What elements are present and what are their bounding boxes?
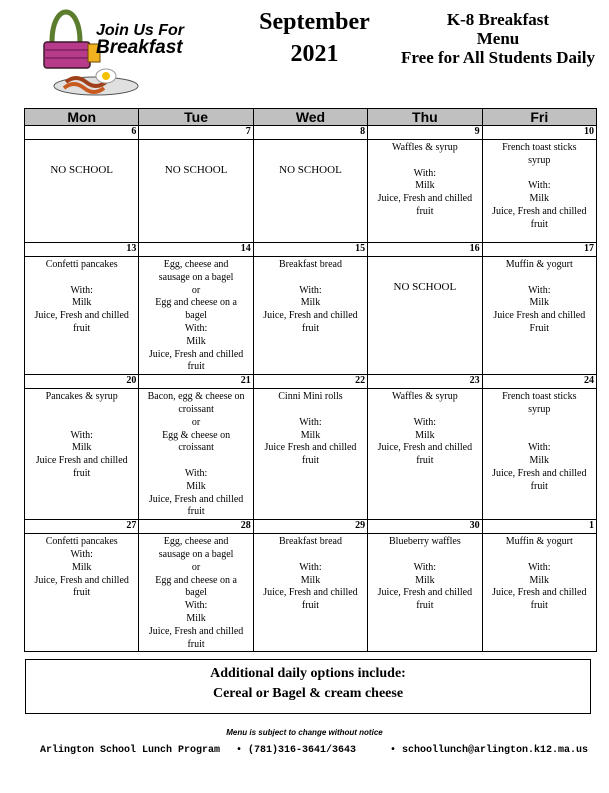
menu-line: fruit — [416, 455, 434, 467]
menu-cell — [25, 534, 139, 652]
menu-spacer — [484, 272, 595, 285]
menu-cell — [25, 389, 139, 520]
menu-line: Juice, Fresh and chilled — [492, 205, 587, 217]
weekday-header: Mon — [25, 109, 139, 126]
menu-line: Milk — [186, 480, 206, 492]
menu-cell — [25, 257, 139, 375]
menu-spacer — [255, 404, 366, 417]
date-number: 9 — [368, 126, 482, 140]
menu-line: Waffles & syrup — [392, 142, 458, 153]
date-number: 1 — [482, 520, 596, 534]
menu-line: With: — [184, 322, 208, 334]
menu-line: Egg, cheese and — [163, 259, 229, 270]
menu-line: or — [191, 284, 201, 296]
menu-line: With: — [299, 284, 322, 296]
menu-spacer — [255, 272, 366, 285]
menu-line: sausage on a bagel — [158, 548, 234, 560]
date-number: 13 — [25, 243, 139, 257]
menu-line: Juice, Fresh and chilled — [148, 348, 244, 360]
menu-line: fruit — [530, 218, 548, 230]
menu-line: Egg and cheese on a — [155, 574, 237, 586]
menu-line: Juice, Fresh and chilled — [263, 587, 358, 599]
date-number: 17 — [482, 243, 596, 257]
menu-line: fruit — [73, 467, 91, 479]
menu-line: Juice Fresh and chilled — [493, 310, 586, 322]
menu-cell — [253, 534, 367, 652]
menu-line: Juice, Fresh and chilled — [148, 625, 244, 637]
menu-cell — [139, 389, 253, 520]
menu-row — [25, 389, 597, 520]
additional-options-box: Additional daily options include: Cereal or Bagel & cream cheese — [25, 659, 591, 714]
menu-line: With: — [413, 416, 437, 428]
menu-line: fruit — [187, 638, 205, 650]
menu-spacer — [369, 404, 480, 417]
menu-row — [25, 257, 597, 375]
menu-spacer — [484, 430, 595, 443]
menu-line: Milk — [415, 574, 435, 586]
menu-line: With: — [528, 284, 551, 296]
menu-line: With: — [184, 467, 208, 479]
menu-line: With: — [184, 600, 208, 612]
menu-line: or — [191, 561, 201, 573]
menu-cell — [253, 257, 367, 375]
menu-line: bagel — [185, 587, 207, 599]
menu-line: syrup — [528, 154, 551, 166]
month-year: 2021 — [290, 41, 339, 67]
menu-line: Milk — [300, 297, 321, 309]
weekday-header: Wed — [253, 109, 367, 126]
date-number: 15 — [253, 243, 367, 257]
month-title — [232, 6, 397, 70]
menu-line: Cinni Mini rolls — [278, 391, 343, 403]
menu-line: Juice, Fresh and chilled — [492, 467, 587, 479]
date-number: 20 — [25, 375, 139, 389]
menu-line: With: — [528, 180, 551, 192]
menu-line: Juice, Fresh and chilled — [34, 574, 129, 586]
date-number: 10 — [482, 126, 596, 140]
menu-cell — [253, 389, 367, 520]
menu-spacer — [26, 272, 137, 285]
date-row — [25, 375, 597, 389]
no-school-label: NO SCHOOL — [50, 164, 114, 176]
menu-row — [25, 140, 597, 243]
menu-line: Confetti pancakes — [45, 259, 118, 270]
menu-line: Egg, cheese and — [163, 536, 229, 548]
menu-line: Pancakes & syrup — [45, 391, 118, 403]
menu-line: sausage on a bagel — [158, 271, 234, 283]
menu-cell — [368, 389, 482, 520]
menu-line: Milk — [415, 180, 435, 192]
menu-line: Breakfast bread — [278, 259, 342, 270]
menu-line: Juice, Fresh and chilled — [377, 442, 473, 454]
menu-line: Blueberry waffles — [389, 536, 461, 548]
footer-phone: • (781)316-3641/3643 — [236, 745, 357, 756]
menu-spacer — [484, 417, 595, 430]
menu-cell — [139, 257, 253, 375]
menu-line: With: — [70, 284, 93, 296]
menu-line: French toast sticks — [502, 391, 577, 403]
menu-line: Milk — [529, 193, 549, 205]
date-number: 30 — [368, 520, 482, 534]
menu-line: French toast sticks — [502, 142, 577, 153]
menu-line: Confetti pancakes — [45, 536, 118, 548]
menu-line: fruit — [187, 506, 205, 518]
menu-line: With: — [413, 167, 437, 179]
menu-line: Egg & cheese on — [162, 429, 231, 441]
menu-line: bagel — [185, 310, 207, 322]
date-number: 6 — [25, 126, 139, 140]
menu-line: Milk — [71, 442, 92, 454]
menu-line: fruit — [530, 600, 548, 612]
menu-line: Muffin & yogurt — [505, 259, 573, 270]
date-number: 16 — [368, 243, 482, 257]
menu-spacer — [369, 155, 480, 168]
date-number: 22 — [253, 375, 367, 389]
menu-line: fruit — [530, 480, 548, 492]
menu-line: Juice Fresh and chilled — [35, 455, 128, 467]
menu-title: K-8 Breakfast Menu Free for All Students Daily — [401, 10, 595, 67]
no-school-cell — [139, 140, 253, 243]
weekday-header: Thu — [368, 109, 482, 126]
menu-line: Juice, Fresh and chilled — [492, 587, 587, 599]
menu-spacer — [255, 549, 366, 562]
month-name: September — [259, 9, 370, 35]
menu-calendar — [24, 108, 597, 652]
menu-line: With: — [528, 561, 551, 573]
date-row — [25, 520, 597, 534]
weekday-header: Fri — [482, 109, 596, 126]
menu-line: Egg and cheese on a — [155, 297, 237, 309]
menu-spacer — [140, 455, 251, 468]
menu-line: Waffles & syrup — [392, 391, 458, 403]
menu-line: Milk — [186, 612, 206, 624]
date-number: 14 — [139, 243, 253, 257]
menu-line: croissant — [178, 403, 214, 415]
menu-line: fruit — [301, 455, 320, 467]
no-school-cell — [253, 140, 367, 243]
menu-line: Milk — [300, 429, 321, 441]
date-row — [25, 126, 597, 140]
menu-line: fruit — [187, 361, 205, 373]
menu-spacer — [484, 168, 595, 181]
menu-line: Milk — [71, 297, 92, 309]
no-school-label: NO SCHOOL — [164, 164, 228, 176]
menu-line: Juice Fresh and chilled — [264, 442, 357, 454]
menu-line: fruit — [73, 322, 91, 334]
no-school-label: NO SCHOOL — [279, 164, 342, 176]
menu-cell — [482, 534, 596, 652]
menu-line: Juice, Fresh and chilled — [148, 493, 244, 505]
menu-line: Fruit — [529, 322, 549, 334]
menu-spacer — [369, 549, 480, 562]
menu-line: fruit — [73, 587, 91, 599]
menu-line: With: — [413, 561, 437, 573]
weekday-header-row — [25, 109, 597, 126]
menu-line: Milk — [529, 297, 549, 309]
no-school-label: NO SCHOOL — [393, 281, 457, 293]
menu-line: With: — [528, 442, 551, 454]
menu-line: With: — [70, 429, 93, 441]
change-notice: Menu is subject to change without notice — [226, 728, 383, 737]
date-number: 29 — [253, 520, 367, 534]
menu-line: croissant — [178, 442, 214, 454]
menu-line: Milk — [415, 429, 435, 441]
menu-line: Juice, Fresh and chilled — [377, 587, 473, 599]
menu-line: fruit — [416, 600, 434, 612]
menu-line: Milk — [529, 455, 549, 467]
date-number: 8 — [253, 126, 367, 140]
breakfast-logo — [40, 4, 200, 96]
menu-line: Milk — [186, 335, 206, 347]
menu-line: Milk — [300, 574, 321, 586]
menu-cell — [368, 534, 482, 652]
menu-line: fruit — [301, 600, 320, 612]
menu-line: Milk — [529, 574, 549, 586]
menu-line: Juice, Fresh and chilled — [377, 193, 473, 205]
menu-line: Juice, Fresh and chilled — [263, 310, 358, 322]
menu-cell — [482, 140, 596, 243]
date-number: 21 — [139, 375, 253, 389]
date-row — [25, 243, 597, 257]
date-number: 23 — [368, 375, 482, 389]
no-school-cell — [25, 140, 139, 243]
menu-line: fruit — [416, 205, 434, 217]
menu-cell — [139, 534, 253, 652]
date-number: 28 — [139, 520, 253, 534]
date-number: 24 — [482, 375, 596, 389]
menu-spacer — [26, 404, 137, 417]
menu-cell — [482, 389, 596, 520]
no-school-cell — [368, 257, 482, 375]
menu-line: fruit — [301, 322, 320, 334]
menu-line: syrup — [528, 403, 551, 415]
date-number: 27 — [25, 520, 139, 534]
menu-line: or — [191, 416, 201, 428]
menu-cell — [368, 140, 482, 243]
logo-text: Join Us For Breakfast — [96, 22, 185, 58]
menu-line: With: — [70, 548, 93, 560]
menu-line: Muffin & yogurt — [505, 536, 573, 548]
menu-line: With: — [299, 416, 322, 428]
menu-line: Juice, Fresh and chilled — [34, 310, 129, 322]
menu-spacer — [26, 417, 137, 430]
menu-row — [25, 534, 597, 652]
weekday-header: Tue — [139, 109, 253, 126]
menu-line: With: — [299, 561, 322, 573]
menu-line: Breakfast bread — [278, 536, 342, 548]
footer-email: • schoollunch@arlington.k12.ma.us — [390, 745, 589, 756]
menu-line: Milk — [71, 561, 92, 573]
footer-program: Arlington School Lunch Program — [40, 745, 221, 756]
menu-spacer — [484, 549, 595, 562]
date-number: 7 — [139, 126, 253, 140]
menu-cell — [482, 257, 596, 375]
menu-line: Bacon, egg & cheese on — [147, 391, 245, 403]
